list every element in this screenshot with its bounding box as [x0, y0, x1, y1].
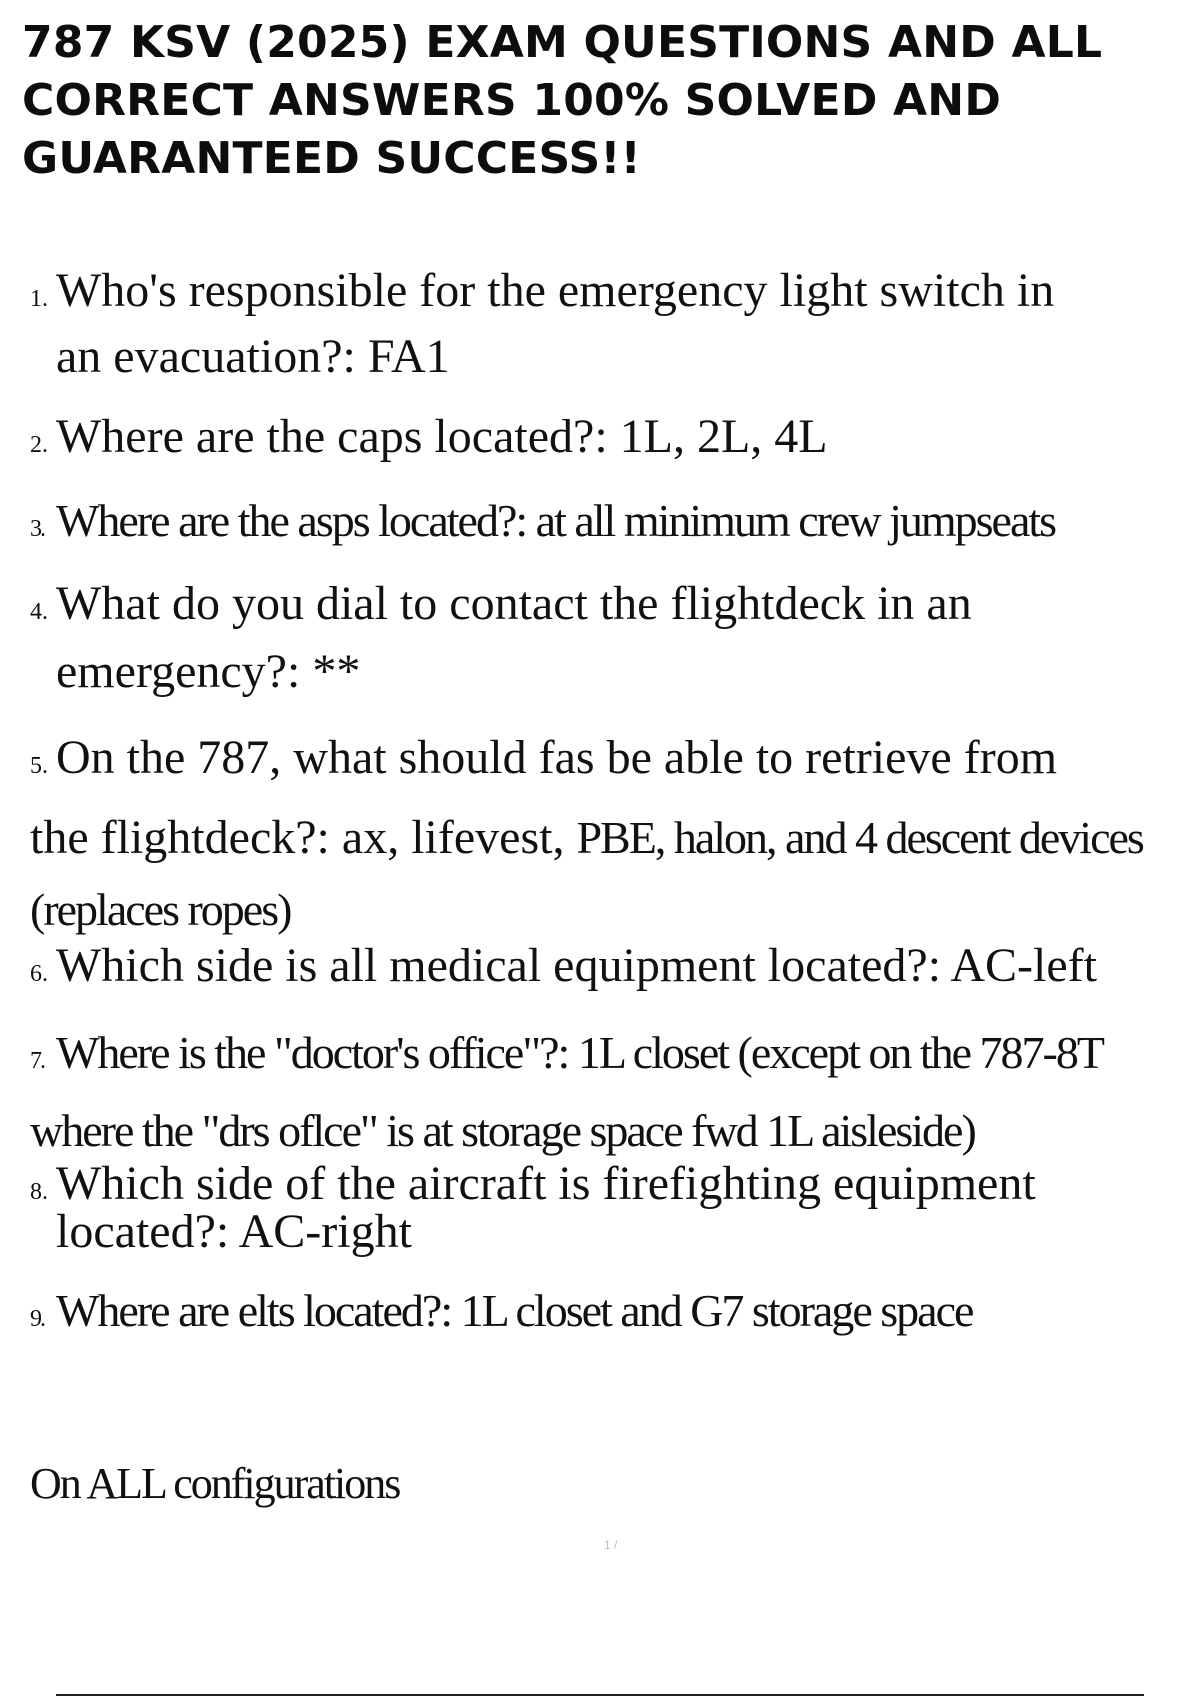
question-text-part: PBE, halon, and 4 descent devices	[576, 812, 1143, 863]
question-2	[30, 408, 1180, 474]
question-text-continued	[30, 802, 1180, 874]
question-number: 6.	[30, 961, 48, 987]
question-9	[30, 1282, 1180, 1348]
question-number: 2.	[30, 432, 48, 458]
question-1	[30, 262, 1180, 386]
question-text-continued: emergency?: **	[56, 645, 361, 698]
document-title: 787 KSV (2025) EXAM QUESTIONS AND ALL CORRECT ANSWERS 100% SOLVED AND GUARANTEED SUCCESS!!	[22, 17, 1103, 184]
question-5	[30, 722, 1180, 946]
question-8	[30, 1157, 1180, 1258]
question-text: Where are elts located?: 1L closet and G7 storage space	[56, 1285, 973, 1336]
question-6	[30, 936, 1180, 1004]
question-text: Where are the asps located?: at all minimum crew jumpseats	[56, 495, 1056, 546]
question-text: What do you dial to contact the flightdeck in an	[56, 577, 972, 630]
question-text: On the 787, what should fas be able to retrieve from	[56, 731, 1058, 784]
question-number: 3.	[30, 516, 44, 542]
question-text: Who's responsible for the emergency light switch in	[56, 264, 1055, 317]
question-text: Where are the caps located?: 1L, 2L, 4L	[56, 410, 828, 463]
question-text-part: the flightdeck?: ax, lifevest,	[30, 811, 577, 864]
question-text-continued: (replaces ropes)	[30, 884, 291, 935]
bottom-divider	[56, 1694, 1144, 1696]
page-number: 1 /	[604, 1538, 618, 1552]
question-number: 4.	[30, 599, 48, 625]
question-number: 5.	[30, 753, 48, 779]
question-text-continued: an evacuation?: FA1	[56, 330, 450, 383]
question-text: Which side of the aircraft is firefighting equipment	[56, 1157, 1036, 1210]
question-text-continued: located?: AC-right	[56, 1205, 412, 1258]
question-number: 7.	[30, 1048, 44, 1074]
footer-note: On ALL configurations	[30, 1459, 400, 1508]
question-3	[30, 492, 1180, 558]
question-number: 1.	[30, 286, 48, 312]
question-4	[30, 574, 1180, 702]
question-text: Where is the "doctor's office"?: 1L closet (except on the 787-8T	[56, 1027, 1103, 1078]
question-text: Which side is all medical equipment located?: AC-left	[56, 939, 1097, 992]
question-text-continued: where the "drs oflce" is at storage space fwd 1L aisleside)	[30, 1105, 975, 1156]
question-number: 9.	[30, 1306, 44, 1332]
question-7	[30, 1018, 1180, 1166]
question-number: 8.	[30, 1179, 48, 1205]
